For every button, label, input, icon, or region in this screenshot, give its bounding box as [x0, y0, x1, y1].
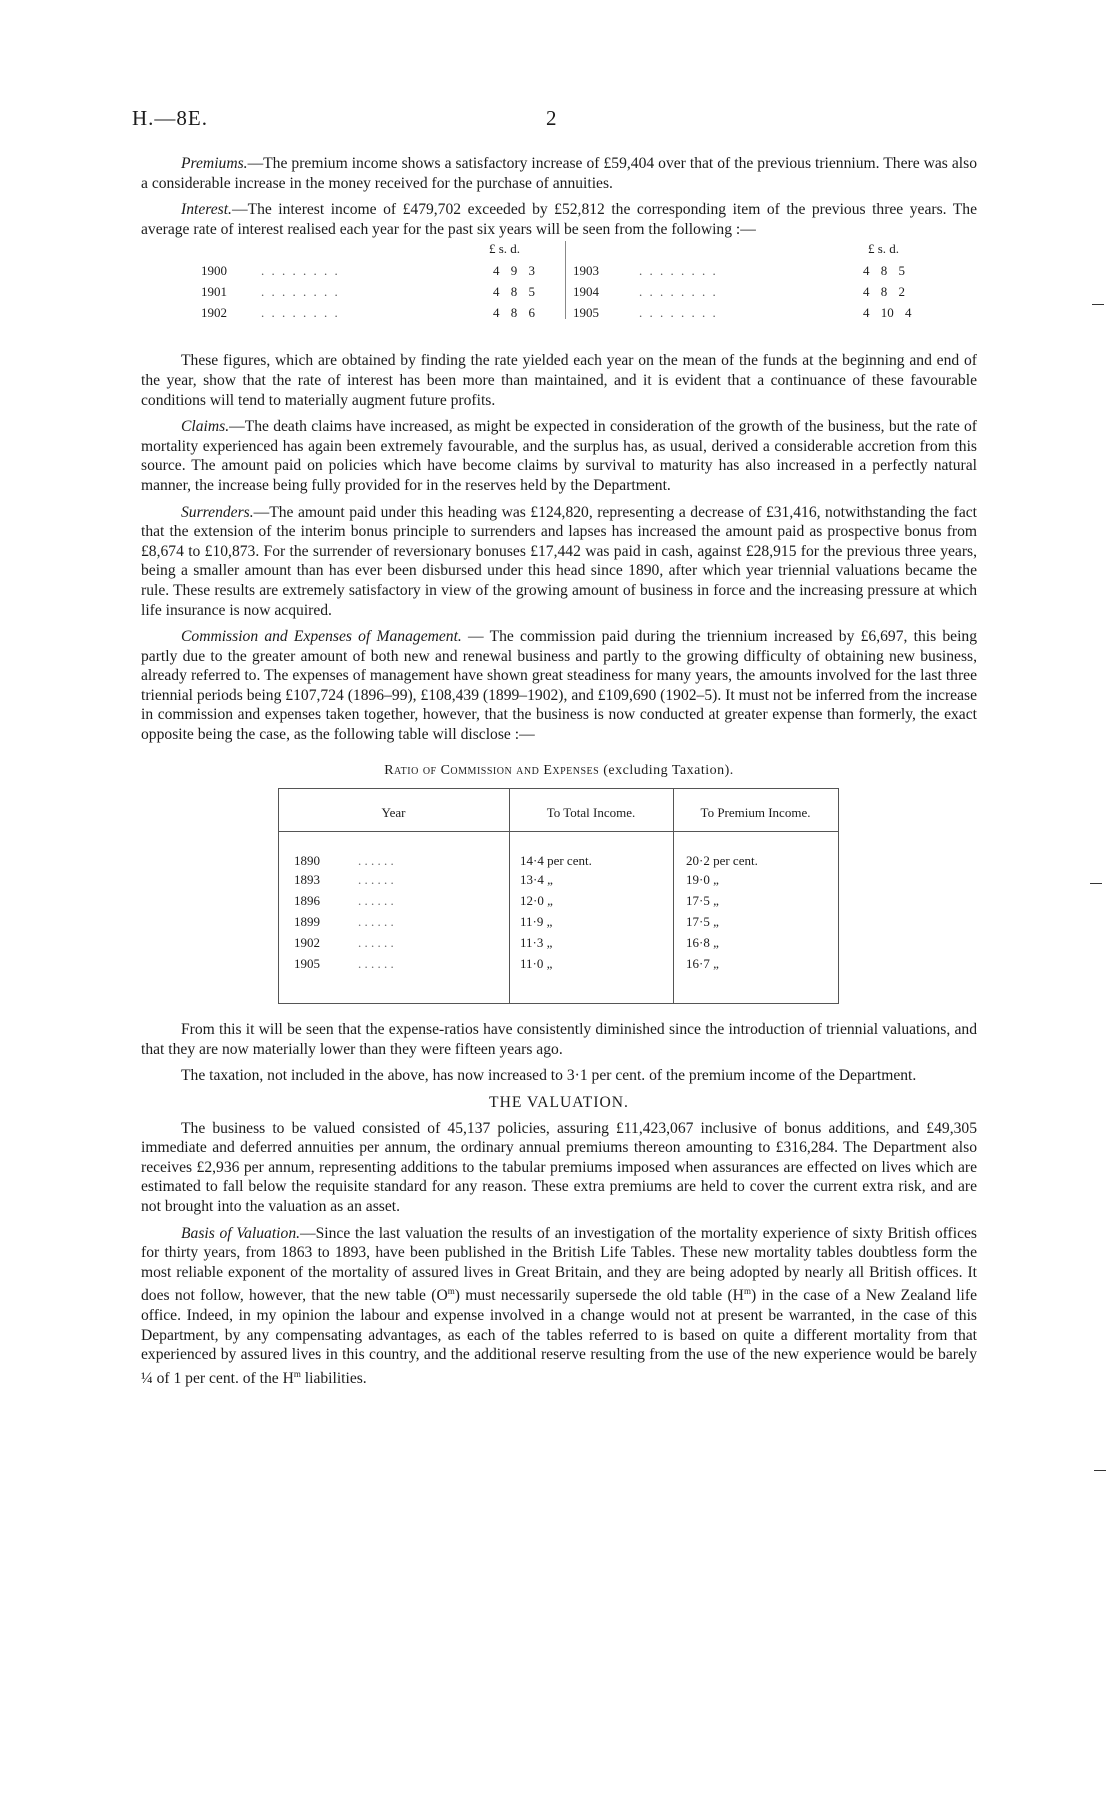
header-rule: [278, 831, 839, 832]
paragraph-interest: Interest.—The interest income of £479,702 exceeded by £52,812 the corresponding item of the previous three years. The average rate of interest realised each year for the past six years will be seen from the following :—: [141, 201, 977, 238]
margin-mark: [1094, 1470, 1106, 1471]
ratio-table-title: Ratio of Commission and Expenses (excluding Taxation).: [384, 762, 734, 778]
heading-basis: Basis of Valuation.: [181, 1224, 301, 1242]
table-row: 1905 . . . . . . 11·0 „ 16·7 „: [294, 956, 719, 972]
section-heading-valuation: THE VALUATION.: [489, 1094, 629, 1112]
column-header-total: To Total Income.: [546, 805, 636, 821]
margin-mark: [1090, 883, 1102, 884]
paragraph-premiums: Premiums.—The premium income shows a satisfactory increase of £59,404 over that of the previous triennium. There was also a considerable increase in the money received for the purchase of annuities.: [141, 155, 977, 192]
paragraph-commission: Commission and Expenses of Management. — The commission paid during the triennium increased by £6,697, this being partly due to the greater amount of both new and renewal business and partly to the growing difficulty of obtaining new business, already referred to. The expenses of management have shown great steadiness for many years, the amounts involved for the last three triennial periods being £107,724 (1896–99), £108,439 (1899–1902), and £109,690 (1902–5). It must not be inferred from the increase in commission and expenses taken together, however, that the business is now conducted at greater expense than formerly, the exact opposite being the case, as the following table will disclose :—: [141, 628, 977, 744]
heading-commission: Commission and Expenses of Management.: [181, 628, 462, 646]
paragraph-figures: These figures, which are obtained by finding the rate yielded each year on the mean of the funds at the beginning and end of the year, show that the rate of interest has been more than maintained, and it is evident that a continuance of these favourable conditions will tend to materially augment future profits.: [141, 352, 977, 409]
heading-surrenders: Surrenders.: [181, 503, 254, 521]
column-header-year: Year: [381, 805, 406, 821]
heading-interest: Interest.: [181, 201, 232, 219]
interest-rates-table: [141, 241, 977, 341]
document-body: [141, 154, 977, 1396]
paragraph-surrenders: Surrenders.—The amount paid under this heading was £124,820, representing a decrease of £31,416, notwithstanding the fact that the extension of the interim bonus principle to surrenders and lapses has increased the amount paid as prospective bonus from £8,674 to £10,873. For the surrender of reversionary bonuses £17,442 was paid in cash, against £28,915 for the previous three years, being a smaller amount than has ever been disbursed under this head since 1890, after which year triennial valuations became the rule. These results are extremely satisfactory in view of the growing amount of business in force and the increasing pressure at which life insurance is now acquired.: [141, 503, 977, 619]
currency-header-left: £ s. d.: [489, 241, 521, 257]
ratio-table: [278, 788, 839, 1004]
heading-premiums: Premiums.: [181, 155, 248, 172]
page-number: 2: [546, 106, 557, 130]
table-row: 1902 . . . . . . . . 4 8 6 1905 . . . . . . . . 4 10 4: [201, 305, 912, 321]
document-reference: H.—8E.: [132, 106, 208, 130]
heading-claims: Claims.: [181, 418, 230, 436]
paragraph-taxation: The taxation, not included in the above, has now increased to 3·1 per cent. of the premium income of the Department.: [181, 1067, 917, 1085]
paragraph-business: The business to be valued consisted of 45,137 policies, assuring £11,423,067 inclusive of bonus additions, and £49,305 immediate and deferred annuities per annum, the ordinary annual premiums thereon amounting to £316,284. The Department also receives £2,936 per annum, representing additions to the tabular premiums imposed when assurances are effected on lives which are estimated to fall below the requisite standard for any reason. These extra premiums are held to cover the current extra risk, and are not brought into the valuation as an asset.: [141, 1119, 977, 1215]
table-row: 1902 . . . . . . 11·3 „ 16·8 „: [294, 935, 719, 951]
column-header-premium: To Premium Income.: [700, 805, 811, 821]
paragraph-basis: Basis of Valuation.—Since the last valuation the results of an investigation of the mortality experience of sixty British offices for thirty years, from 1863 to 1893, have been published in the British Life Tables. These new mortality tables doubtless form the most reliable exponent of the mortality of assured lives in Great Britain, and they are being adopted by nearly all British offices. It does not follow, however, that the new table $(O^m)$ must necessarily supersede the old table $(H^m)$ in the case of a New Zealand life office. Indeed, in my opinion the labour and expense involved in a change would not at present be warranted, in the case of this Department, by any compensating advantages, as each of the tables referred to is based on quite a different mortality from that experienced by assured lives in this country, and the additional reserve resulting from the use of the new experience would be barely ¼ of 1 per cent. of the $H^m$ liabilities.: [141, 1224, 977, 1388]
table-row: 1899 . . . . . . 11·9 „ 17·5 „: [294, 914, 719, 930]
table-row: 1896 . . . . . . 12·0 „ 17·5 „: [294, 893, 719, 909]
table-row: 1893 . . . . . . 13·4 „ 19·0 „: [294, 872, 719, 888]
table-row: 1901 . . . . . . . . 4 8 5 1904 . . . . . . . . 4 8 2: [201, 284, 905, 300]
paragraph-from-this: From this it will be seen that the expense-ratios have consistently diminished since the introduction of triennial valuations, and that they are now materially lower than they were fifteen years ago.: [141, 1021, 977, 1058]
table-row: 1900 . . . . . . . . 4 9 3 1903 . . . . . . . . 4 8 5: [201, 263, 905, 279]
table-row: 1890 . . . . . . 14·4 per cent. 20·2 per cent.: [294, 853, 758, 869]
margin-mark: [1092, 304, 1104, 305]
currency-header-right: £ s. d.: [868, 241, 900, 257]
paragraph-claims: Claims.—The death claims have increased, as might be expected in consideration of the growth of the business, but the rate of mortality experienced has again been extremely favourable, and the surplus has, as usual, derived a considerable accretion from this source. The amount paid on policies which have become claims by survival to maturity has also increased in a perfectly natural manner, the increase being fully provided for in the reserves held by the Department.: [141, 418, 977, 494]
